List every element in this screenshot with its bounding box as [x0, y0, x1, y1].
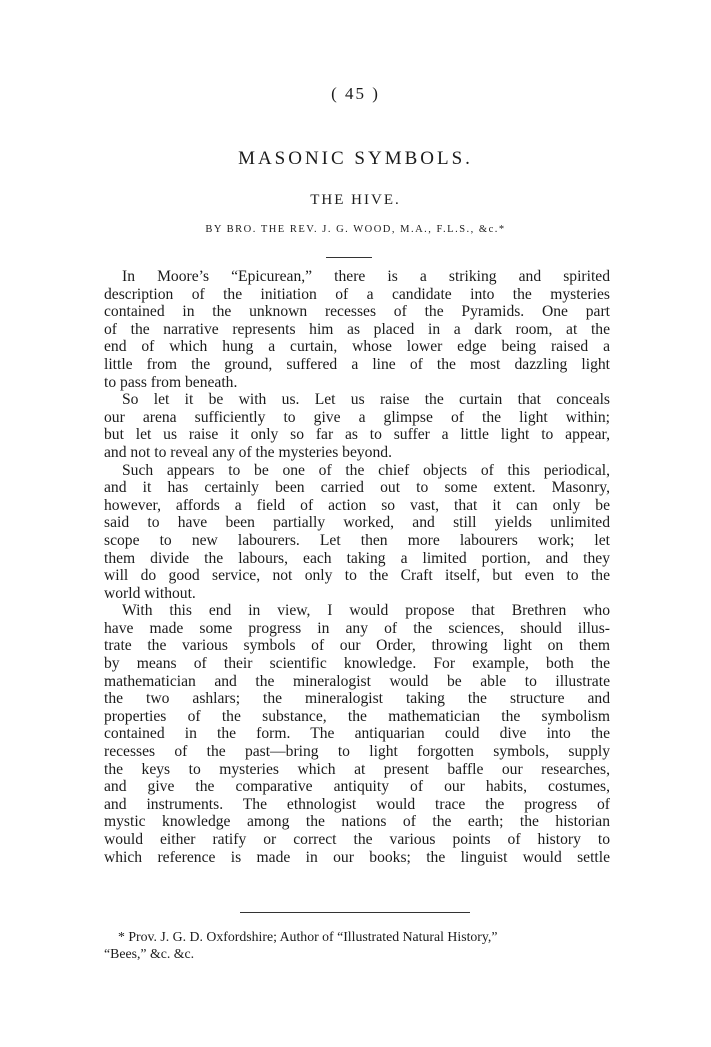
text-line: would either ratify or correct the various points of history to [104, 831, 610, 848]
author-byline: BY BRO. THE REV. J. G. WOOD, M.A., F.L.S., &c.* [205, 224, 506, 235]
text-line: trate the various symbols of our Order, throwing light on them [104, 637, 610, 655]
text-line: description of the initiation of a candidate into the mysteries [104, 285, 610, 303]
page-number: ( 45 ) [331, 84, 380, 103]
text-line: and instruments. The ethnologist would trace the progress of [104, 795, 610, 813]
text-line: by means of their scientific knowledge. For example, both the [104, 655, 610, 673]
text-line: the two ashlars; the mineralogist taking the structure and [104, 690, 610, 708]
text-line: With this end in view, I would propose that Brethren who [122, 602, 610, 620]
text-line: In Moore’s “Epicurean,” there is a striking and spirited [122, 268, 610, 285]
text-line: have made some progress in any of the sciences, should illus- [104, 619, 610, 637]
text-line: contained in the unknown recesses of the Pyramids. One part [104, 303, 610, 321]
text-line: our arena sufficiently to give a glimpse of the light within; [104, 408, 610, 426]
text-line: will do good service, not only to the Craft itself, but even to the [104, 567, 610, 585]
text-line: recesses of the past—bring to light forgotten symbols, supply [104, 743, 610, 761]
text-line: and give the comparative antiquity of our habits, costumes, [104, 778, 610, 796]
text-line: contained in the form. The antiquarian could dive into the [104, 725, 610, 743]
footnote [104, 928, 610, 962]
text-line: properties of the substance, the mathematician the symbolism [104, 707, 610, 725]
title-divider [326, 257, 372, 258]
text-line: Such appears to be one of the chief objects of this periodical, [122, 461, 610, 479]
text-line: of the narrative represents him as placed in a dark room, at the [104, 320, 610, 338]
article-subtitle: THE HIVE. [310, 192, 401, 208]
text-line: and it has certainly been carried out to some extent. Masonry, [104, 479, 610, 497]
footnote-line: * Prov. J. G. D. Oxfordshire; Author of “Illustrated Natural History,” [118, 929, 498, 944]
footnote-divider [240, 912, 470, 913]
text-line: and not to reveal any of the mysteries beyond. [104, 443, 392, 461]
text-line: which reference is made in our books; the linguist would settle [104, 848, 610, 866]
body-text [104, 268, 610, 866]
text-line: the keys to mysteries which at present baffle our researches, [104, 760, 610, 778]
text-line: little from the ground, suffered a line of the most dazzling light [104, 355, 610, 373]
text-line: world without. [104, 584, 196, 602]
text-line: mystic knowledge among the nations of the earth; the historian [104, 813, 610, 831]
text-line: to pass from beneath. [104, 373, 238, 391]
text-line: said to have been partially worked, and still yields unlimited [104, 514, 610, 532]
text-line: however, affords a field of action so vast, that it can only be [104, 496, 610, 514]
article-title: MASONIC SYMBOLS. [238, 148, 473, 169]
text-line: mathematician and the mineralogist would be able to illustrate [104, 672, 610, 690]
text-line: scope to new labourers. Let then more labourers work; let [104, 531, 610, 549]
text-line: but let us raise it only so far as to suffer a little light to appear, [104, 426, 610, 444]
text-line: them divide the labours, each taking a limited portion, and they [104, 549, 610, 567]
footnote-line: “Bees,” &c. &c. [104, 946, 195, 961]
text-line: end of which hung a curtain, whose lower edge being raised a [104, 338, 610, 356]
text-line: So let it be with us. Let us raise the curtain that conceals [122, 391, 610, 409]
